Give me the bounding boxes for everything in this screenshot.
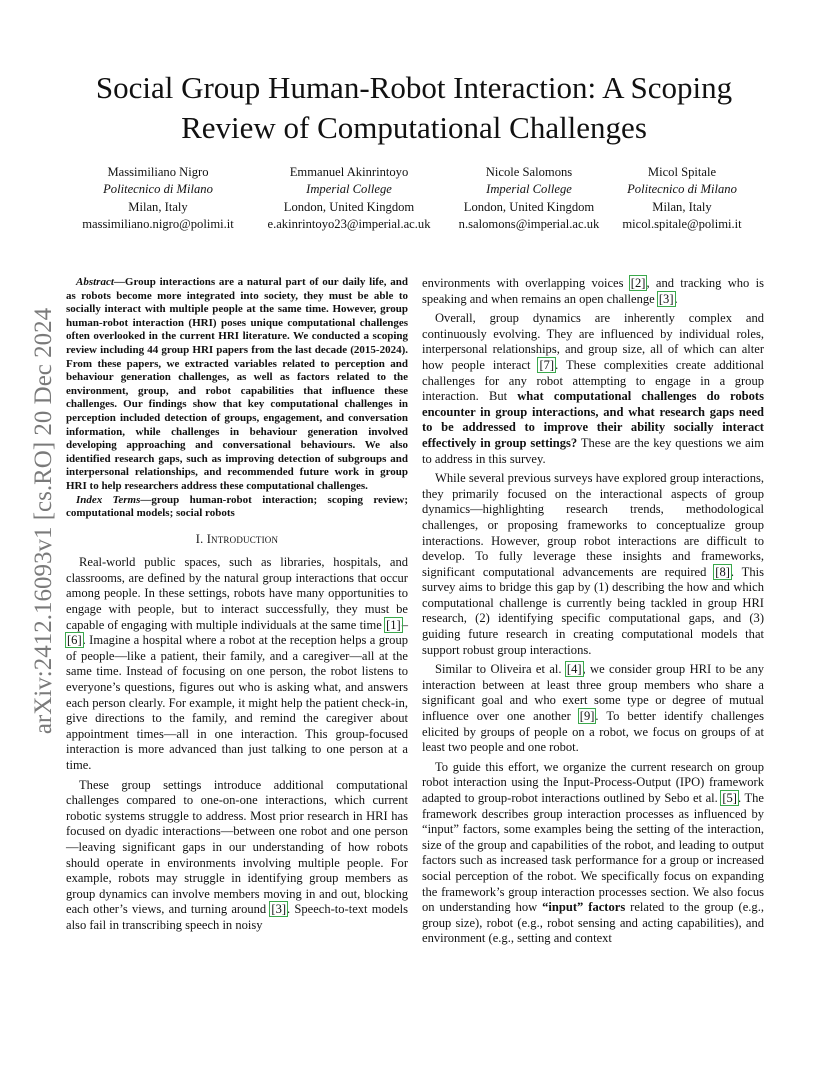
paragraph-text: . (674, 291, 678, 306)
research-question: what computational challenges do robots encounter in group interactions, and what research gaps need to be addressed to improve their ability socially interact effectively in group settings? (422, 389, 764, 450)
author-email: n.salomons@imperial.ac.uk (458, 217, 600, 232)
author-email: e.akinrintoyo23@imperial.ac.uk (267, 217, 431, 232)
author-location: London, United Kingdom (463, 199, 595, 214)
paragraph-text: . Speech-to-text models also fail in transcribing speech in noisy (66, 902, 408, 932)
title-line-2: Review of Computational Challenges (181, 110, 647, 145)
paragraph-text: These are the key questions we aim to address in this survey. (422, 435, 765, 466)
paragraph-text: . This survey aims to bridge this gap by (1) describing the how and which computational challenge is currently being tackled in group HRI research, (2) identifying specific computational gaps, and (3) guiding future research in creating computational models that support robust group interactions. (422, 564, 764, 657)
author-location: Milan, Italy (652, 199, 712, 214)
author-affiliation: Imperial College (486, 182, 572, 197)
arxiv-identifier[interactable]: arXiv:2412.16093v1 [cs.RO] 20 Dec 2024 (30, 307, 57, 735)
author-email: micol.spitale@polimi.it (622, 217, 742, 232)
index-terms-text: —group human-robot interaction; scoping review; computational models; social robots (66, 493, 408, 520)
paragraph-text: Overall, group dynamics are inherently complex and continuously evolving. They are influenced by individual roles, interpersonal relationships, and group size, all of which can alter how people interact (422, 311, 764, 372)
citation-link[interactable]: [1] (386, 617, 401, 632)
author-affiliation: Politecnico di Milano (103, 182, 213, 197)
citation-link[interactable]: [6] (67, 633, 82, 648)
author-affiliation: Imperial College (306, 182, 392, 197)
citation-link[interactable]: [3] (271, 902, 287, 917)
paper-title (60, 68, 768, 148)
author-name: Emmanuel Akinrintoyo (289, 165, 409, 179)
paragraph-text: related to the group (e.g., group size), robot (e.g., robot sensing and acting capabilities), and environment (e.g., setting and context (422, 900, 764, 946)
author-block-1 (72, 164, 244, 234)
emphasis-text: “input” factors (542, 900, 626, 915)
citation-link[interactable]: [8] (715, 564, 730, 579)
paragraph-text: Similar to Oliveira et al. (435, 662, 566, 677)
right-column (422, 276, 764, 951)
paragraph-text: , we consider group HRI to be any interaction between at least three group members who share a significant goal and who exert some type or degree of mutual influence over one another (422, 662, 764, 724)
paragraph-text: While several previous surveys have explored group interactions, they primarily focused on the interactional aspects of group dynamics—highlighting research trends, methodological challenges, or proposing frameworks to conceptualize group interactions. However, group robot interactions are difficult to develop. To fully leverage these insights and frameworks, significant computational advancements are required (422, 471, 764, 579)
body-paragraph (422, 662, 764, 756)
author-location: London, United Kingdom (283, 199, 415, 214)
paragraph-text: . Imagine a hospital where a robot at the reception helps a group of people—like a patient, their family, and a caregiver—all at the same time. Instead of focusing on one person, the robot listens to everyone’s questions, figures out who is asking what, and answers each person clearly. For example, it might help the patient check-in, give directions to the family, and remind the caregiver about appointment times—all in one interaction. This group-focused interaction is more advanced than just talking to one person at a time. (66, 633, 408, 772)
abstract-label: Abstract (76, 276, 114, 288)
citation-link[interactable]: [4] (566, 662, 582, 677)
index-terms-label: Index Terms (76, 493, 141, 506)
title-line-1: Social Group Human-Robot Interaction: A Scoping (95, 70, 733, 105)
author-affiliation: Politecnico di Milano (627, 182, 737, 197)
body-paragraph (66, 778, 408, 934)
body-paragraph (422, 276, 764, 307)
left-column (66, 276, 408, 938)
citation-link[interactable]: [5] (722, 791, 737, 805)
section-number: I. (195, 531, 207, 546)
citation-link[interactable]: [3] (658, 291, 674, 306)
body-paragraph (66, 555, 408, 773)
citation-link[interactable]: [9] (579, 709, 595, 724)
paragraph-text: These group settings introduce additional computational challenges compared to one-on-one interactions, which current robotic systems struggle to address. Most prior research in HRI has focused on dyadic interactions—between one robot and one person—leaving significant gaps in our understanding of how robots should operate in environments involving multiple people. For example, robots may struggle in identifying group members as group dynamics can involve members moving in and out, blocking each other’s views, and turning around (66, 777, 408, 917)
body-paragraph (422, 471, 764, 658)
paragraph-text: , and tracking who is speaking and when remains an open challenge (422, 276, 764, 306)
author-location: Milan, Italy (128, 199, 188, 214)
paragraph-text: Real-world public spaces, such as libraries, hospitals, and classrooms, are defined by the natural group interactions that occur among people. In these settings, robots have many opportunities to engage with people, but to interact successfully, they must be capable of engaging with multiple individuals at the same time (66, 555, 408, 632)
citation-link[interactable]: [2] (630, 276, 646, 290)
paragraph-text: . To better identify challenges elicited by groups of people on a robot, we focus on groups of at least two people and one robot. (422, 709, 764, 755)
author-block-2 (254, 164, 444, 234)
section-title: Introduction (206, 531, 279, 546)
section-heading (66, 532, 408, 548)
paragraph-text: environments with overlapping voices (422, 276, 630, 290)
paragraph-text: . These complexities create additional challenges for any robot attempting to engage in a group interaction. But (422, 357, 764, 404)
author-block-4 (614, 164, 750, 234)
body-paragraph (422, 760, 764, 947)
author-block-3 (448, 164, 610, 234)
author-email: massimiliano.nigro@polimi.it (82, 217, 234, 232)
body-paragraph (422, 311, 764, 467)
paragraph-text: . The framework describes group interaction processes as influenced by “input” factors, some examples being the setting of the interaction, size of the group and capabilities of the robot, and leading to output factors such as increased task performance for a group or increased social perception of the robot. We specifically focus on expanding the framework’s group interaction processes section. We also focus on understanding how (422, 791, 764, 915)
abstract-text: —Group interactions are a natural part of our daily life, and as robots become more integrated into society, they must be able to socially interact with multiple people at the same time. However, group human-robot interaction (HRI) poses unique computational challenges often overlooked in the current HRI literature. We conducted a scoping review including 44 group HRI papers from the last decade (2015-2024). From these papers, we extracted variables related to perception and behaviour generation challenges, as well as factors related to the environment, group, and robot capabilities that influence these challenges. Our findings show that key computational challenges in perception included detection of groups, engagement, and conversation information, while challenges in behaviour generation involved developing approaching and conversational behaviours. We also identified research gaps, such as improving detection of subgroups and interpersonal relationships, and recommended future work in group HRI to help researchers address these computational challenges. (66, 276, 408, 492)
author-name: Massimiliano Nigro (107, 165, 209, 179)
index-terms (66, 494, 408, 521)
citation-link[interactable]: [7] (539, 357, 555, 372)
paragraph-text: – (401, 617, 408, 632)
paragraph-text: To guide this effort, we organize the current research on group robot interaction using the Input-Process-Output (IPO) framework adapted to group-robot interactions outlined by Sebo et al. (422, 759, 764, 805)
abstract (66, 276, 408, 494)
author-name: Micol Spitale (647, 165, 717, 179)
author-name: Nicole Salomons (485, 165, 573, 179)
